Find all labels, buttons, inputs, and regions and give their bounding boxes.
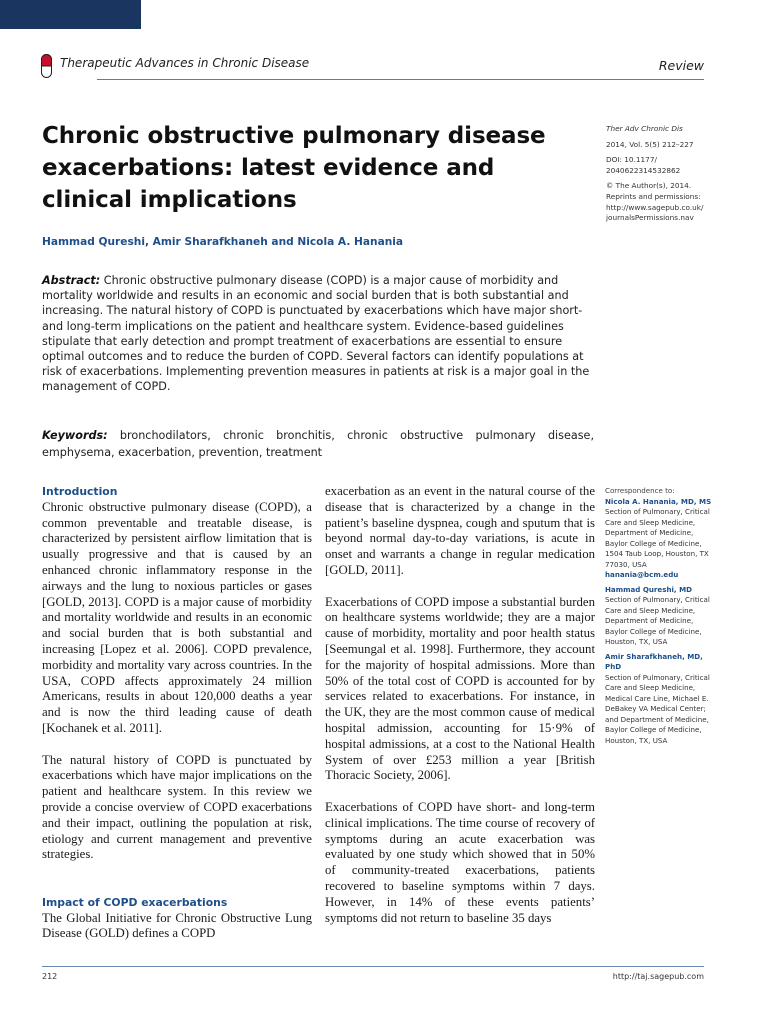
abstract-label: Abstract: xyxy=(42,274,101,287)
journal-header xyxy=(40,50,704,80)
journal-abbreviation: Ther Adv Chronic Dis xyxy=(606,124,683,133)
journal-url[interactable]: http://taj.sagepub.com xyxy=(612,972,704,981)
correspondence-label: Correspondence to: xyxy=(605,486,675,495)
author-affiliation: Section of Pulmonary, Critical Care and Sleep Medicine, Department of Medicine, Baylor College of Medicine, Houston, TX, USA xyxy=(605,595,710,646)
article-metadata xyxy=(606,124,716,229)
footer-rule xyxy=(42,966,704,967)
article-type: Review xyxy=(658,58,704,73)
author-name: Hammad Qureshi, MD xyxy=(605,584,693,594)
section-heading-impact: Impact of COPD exacerbations xyxy=(42,895,228,909)
copyright-notice: © The Author(s), 2014. Reprints and permissions: http://www.sagepub.co.uk/ journalsPermissions.nav xyxy=(606,181,704,223)
author-name: Nicola A. Hanania, MD, MS xyxy=(605,496,712,506)
paragraph: Exacerbations of COPD impose a substantial burden on healthcare systems worldwide; they are a major cause of morbidity, mortality and poor health status [Seemungal et al. 1998]. Furthermore, they account for the majority of hospital admissions. More than 50% of the total cost of COPD is accounted for by services related to exacerbations. For instance, in the UK, they are the most common cause of medical hospital admission, accounting for 15·9% of hospital admissions, at a cost to the National Health System of over £253 million a year [British Thoracic Society, 2006]. xyxy=(325,594,595,783)
paragraph: Exacerbations of COPD have short- and long-term clinical implications. The time course of recovery of symptoms during an acute exacerbation was evaluated by one study which showed that in 50% of community-treated exacerbations, patients recovered to baseline symptoms within 7 days. However, in 14% of these events patients’ symptoms did not return to baseline 35 days xyxy=(325,799,595,925)
paragraph: The Global Initiative for Chronic Obstructive Lung Disease (GOLD) defines a COPD xyxy=(42,910,312,941)
paragraph: The natural history of COPD is punctuated by exacerbations which have major implications on the patient and healthcare system. In this review we provide a concise overview of COPD exacerbations and their impact, outlining the population at risk, etiology and current management and preventive strategies. xyxy=(42,752,312,862)
author-name: Amir Sharafkhaneh, MD, PhD xyxy=(605,651,703,671)
header-rule xyxy=(97,79,704,80)
abstract-text: Chronic obstructive pulmonary disease (COPD) is a major cause of morbidity and mortality worldwide and results in an economic and social burden that is both substantial and increasing. The natural history of COPD is punctuated by exacerbations which have major short- and long-term implications on the patient and healthcare system. Evidence-based guidelines stipulate that early detection and prompt treatment of exacerbations are essential to ensure optimal outcomes and to reduce the burden of COPD. Several factors can identify populations at risk of exacerbations. Implementing prevention measures in patients at risk is a major goal in the management of COPD. xyxy=(42,274,590,394)
author-affiliation: Section of Pulmonary, Critical Care and Sleep Medicine, Medical Care Line, Michael E. DeBakey VA Medical Center; and Department of Medicine, Baylor College of Medicine, Houston, TX, USA xyxy=(605,672,710,745)
author-affiliation: Section of Pulmonary, Critical Care and Sleep Medicine, Department of Medicine, Baylor College of Medicine, 1504 Taub Loop, Houston, TX 77030, USA xyxy=(605,507,710,569)
keywords xyxy=(42,428,594,461)
header-color-bar xyxy=(0,0,141,29)
body-column-left xyxy=(42,484,312,958)
journal-name: Therapeutic Advances in Chronic Disease xyxy=(60,56,310,70)
paragraph: Chronic obstructive pulmonary disease (COPD), a common preventable and treatable disease, is characterized by persistent airflow limitation that is usually progressive and that is caused by an enhanced chronic inflammatory response in the airways and the lung to noxious particles or gases [GOLD, 2013]. COPD is a major cause of morbidity and mortality worldwide and results in an economic and social burden that is both substantial and increasing [Lopez et al. 2006]. COPD prevalence, morbidity and mortality vary across countries. In the USA, COPD affects approximately 24 million Americans, results in about 120,000 deaths a year and is now the third leading cause of death [Kochanek et al. 2011]. xyxy=(42,499,312,735)
paragraph: exacerbation as an event in the natural course of the disease that is characterized by a change in the patient’s baseline dyspnea, cough and sputum that is beyond normal day-to-day variations, is acute in onset and warrants a change in regular medication [GOLD, 2011]. xyxy=(325,484,595,577)
keywords-text: bronchodilators, chronic bronchitis, chronic obstructive pulmonary disease, emphysema, exacerbation, prevention, treatment xyxy=(42,429,594,459)
author-list: Hammad Qureshi, Amir Sharafkhaneh and Nicola A. Hanania xyxy=(42,236,404,248)
body-column-right xyxy=(325,484,595,942)
author-email[interactable]: hanania@bcm.edu xyxy=(605,570,679,579)
capsule-icon xyxy=(41,54,52,78)
article-title: Chronic obstructive pulmonary disease exacerbations: latest evidence and clinical implications xyxy=(42,123,546,213)
correspondence-sidebar xyxy=(605,486,717,746)
section-heading-introduction: Introduction xyxy=(42,485,118,498)
volume-info: 2014, Vol. 5(5) 212–227 xyxy=(606,139,694,149)
abstract xyxy=(42,273,594,395)
keywords-label: Keywords: xyxy=(42,429,108,442)
doi: DOI: 10.1177/ 2040622314532862 xyxy=(606,155,681,175)
page-number: 212 xyxy=(42,972,58,981)
